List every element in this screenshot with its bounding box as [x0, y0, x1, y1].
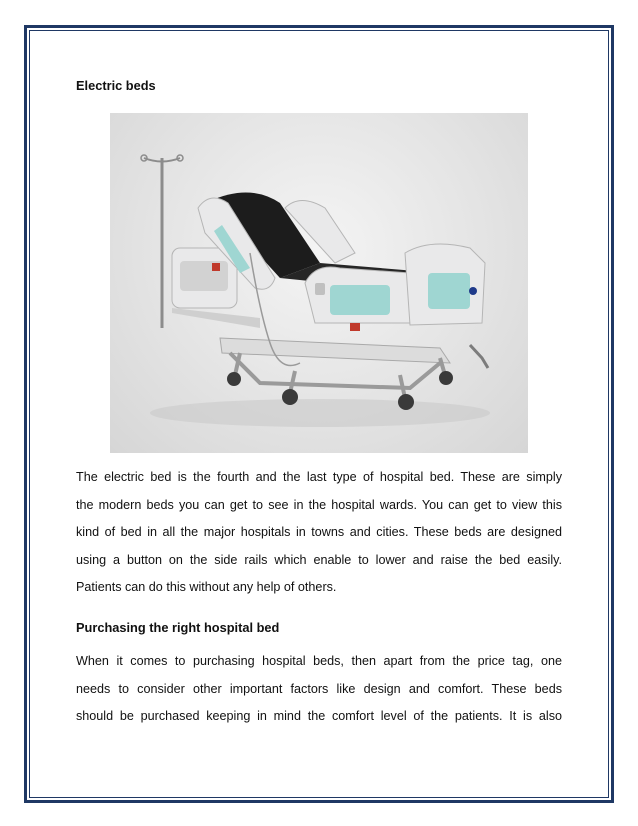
paragraph-line: the modern beds you can get to see in the hospital wards. You can get to view this: [76, 497, 562, 512]
paragraph-line: should be purchased keeping in mind the comfort level of the patients. It is also: [76, 709, 562, 723]
paragraph-line: using a button on the side rails which enable to lower and raise the bed easily.: [76, 552, 562, 567]
electric-bed-image: [110, 113, 528, 453]
paragraph-purchasing: [76, 652, 562, 735]
paragraph-line: When it comes to purchasing hospital beds, then apart from the price tag, one: [76, 654, 562, 668]
section-heading-purchasing: Purchasing the right hospital bed: [76, 620, 280, 635]
electric-bed-illustration: [110, 113, 528, 453]
section-heading-electric-beds: Electric beds: [76, 78, 156, 93]
paragraph-line: needs to consider other important factors like design and comfort. These beds: [76, 681, 562, 696]
paragraph-line: Patients can do this without any help of others.: [76, 580, 337, 594]
paragraph-line: The electric bed is the fourth and the last type of hospital bed. These are simply: [76, 470, 562, 484]
paragraph-line: kind of bed in all the major hospitals in towns and cities. These beds are designed: [76, 525, 562, 539]
paragraph-electric-beds: [76, 468, 562, 606]
